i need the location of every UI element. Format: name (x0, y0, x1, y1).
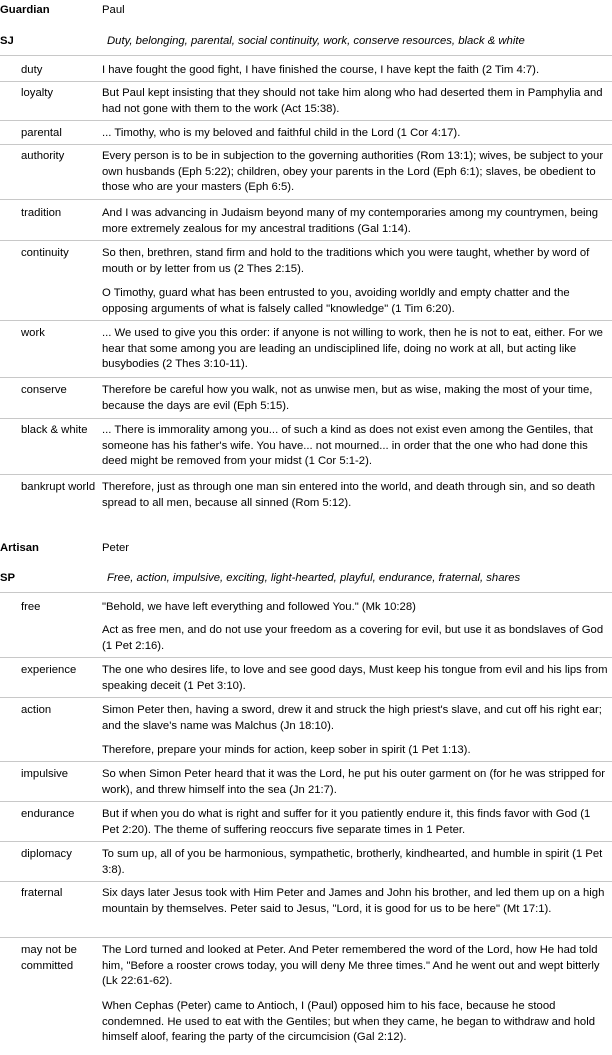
row-text: Act as free men, and do not use your freedom as a covering for evil, but use it as bondslaves of God (1 Pet 2:16). (102, 624, 604, 652)
row-text: The Lord turned and looked at Peter. And Peter remembered the word of the Lord, how He had told him, "Before a rooster crows today, you will deny Me three times." And he went out and wept bitterly (Lk 22:61-62). (102, 944, 600, 987)
divider (0, 144, 612, 145)
row-label: bankrupt world (21, 481, 96, 493)
divider (0, 937, 612, 938)
guardian-code: SJ (0, 35, 14, 47)
row-text: So then, brethren, stand firm and hold to the traditions which you were taught, whether by word of mouth or by letter from us (2 Thes 2:15). (102, 247, 590, 275)
row-text: But Paul kept insisting that they should not take him along who had deserted them in Pamphylia and had not gone with them to the work (Act 15:38). (102, 87, 603, 115)
row-text: To sum up, all of you be harmonious, sympathetic, brotherly, kindhearted, and humble in spirit (1 Pet 3:8). (102, 848, 603, 876)
divider (0, 657, 612, 658)
row-text: Six days later Jesus took with Him Peter and James and John his brother, and led them up on a high mountain by themselves. Peter said to Jesus, "Lord, it is good for us to be here" (Mt 17:1). (102, 887, 605, 915)
divider (0, 841, 612, 842)
row-label: work (21, 327, 45, 339)
divider (0, 761, 612, 762)
artisan-code: SP (0, 572, 16, 584)
row-text: The one who desires life, to love and see good days, Must keep his tongue from evil and his lips from speaking deceit (1 Pet 3:10). (102, 664, 608, 692)
divider (0, 697, 612, 698)
divider (0, 320, 612, 321)
row-text: But if when you do what is right and suffer for it you patiently endure it, this finds favor with God (1 Pet 2:20). The theme of suffering reoccurs five separate times in 1 Peter. (102, 808, 591, 836)
row-label: may not be committed (21, 944, 77, 972)
divider (0, 418, 612, 419)
row-text: So when Simon Peter heard that it was the Lord, he put his outer garment on (for he was stripped for work), and threw himself into the sea (Jn 21:7). (102, 768, 605, 796)
row-text: ... We used to give you this order: if anyone is not willing to work, then he is not to eat, either. For we hear that some among you are leading an undisciplined life, doing no work at all, but acting like busybodies (2 Thes 3:10-11). (102, 327, 603, 370)
row-label: duty (21, 64, 43, 76)
guardian-heading: Guardian (0, 4, 50, 16)
divider (0, 801, 612, 802)
row-label: experience (21, 664, 77, 676)
row-label: free (21, 601, 41, 613)
divider (0, 199, 612, 200)
divider (0, 592, 612, 593)
row-label: endurance (21, 808, 75, 820)
divider (0, 120, 612, 121)
row-label: authority (21, 150, 65, 162)
row-text: Therefore be careful how you walk, not as unwise men, but as wise, making the most of your time, because the days are evil (Eph 5:15). (102, 384, 593, 412)
row-text: Therefore, prepare your minds for action, keep sober in spirit (1 Pet 1:13). (102, 744, 471, 756)
artisan-heading: Artisan (0, 542, 39, 554)
row-text: When Cephas (Peter) came to Antioch, I (Paul) opposed him to his face, because he stood condemned. He used to eat with the Gentiles; but when they came, he began to withdraw and hold himself aloof, fearing the party of the circumcision (Gal 2:12). (102, 1000, 595, 1043)
row-text: "Behold, we have left everything and followed You." (Mk 10:28) (102, 601, 416, 613)
row-label: loyalty (21, 87, 54, 99)
divider (0, 55, 612, 56)
divider (0, 881, 612, 882)
row-text: I have fought the good fight, I have finished the course, I have kept the faith (2 Tim 4:7). (102, 64, 540, 76)
row-label: diplomacy (21, 848, 72, 860)
divider (0, 377, 612, 378)
row-label: black & white (21, 424, 88, 436)
row-text: ... There is immorality among you... of such a kind as does not exist even among the Gentiles, that someone has his father's wife. You have... not mourned... in order that the one who had done this deed might be removed from your midst (1 Cor 5:1-2). (102, 424, 593, 467)
divider (0, 81, 612, 82)
row-text: O Timothy, guard what has been entrusted to you, avoiding worldly and empty chatter and the opposing arguments of what is falsely called "knowledge" (1 Tim 6:20). (102, 287, 570, 315)
guardian-example-name: Paul (102, 4, 125, 16)
artisan-traits: Free, action, impulsive, exciting, light-hearted, playful, endurance, fraternal, shares (107, 572, 521, 584)
row-label: fraternal (21, 887, 63, 899)
row-label: parental (21, 127, 62, 139)
row-label: impulsive (21, 768, 69, 780)
artisan-example-name: Peter (102, 542, 130, 554)
row-label: action (21, 704, 52, 716)
row-label: tradition (21, 207, 62, 219)
row-label: conserve (21, 384, 67, 396)
row-text: Therefore, just as through one man sin entered into the world, and death through sin, and so death spread to all men, because all sinned (Rom 5:12). (102, 481, 595, 509)
divider (0, 240, 612, 241)
row-text: Every person is to be in subjection to the governing authorities (Rom 13:1); wives, be subject to your own husbands (Eph 5:22); children, obey your parents in the Lord (Eph 6:1); slaves, be obedient to those who are your masters (Eph 6:5). (102, 150, 604, 193)
row-label: continuity (21, 247, 69, 259)
row-text: ... Timothy, who is my beloved and faithful child in the Lord (1 Cor 4:17). (102, 127, 461, 139)
row-text: And I was advancing in Judaism beyond many of my contemporaries among my countrymen, being more extremely zealous for my ancestral traditions (Gal 1:14). (102, 207, 599, 235)
guardian-traits: Duty, belonging, parental, social continuity, work, conserve resources, black & white (107, 35, 525, 47)
divider (0, 474, 612, 475)
row-text: Simon Peter then, having a sword, drew it and struck the high priest's slave, and cut off his right ear; and the slave's name was Malchus (Jn 18:10). (102, 704, 602, 732)
